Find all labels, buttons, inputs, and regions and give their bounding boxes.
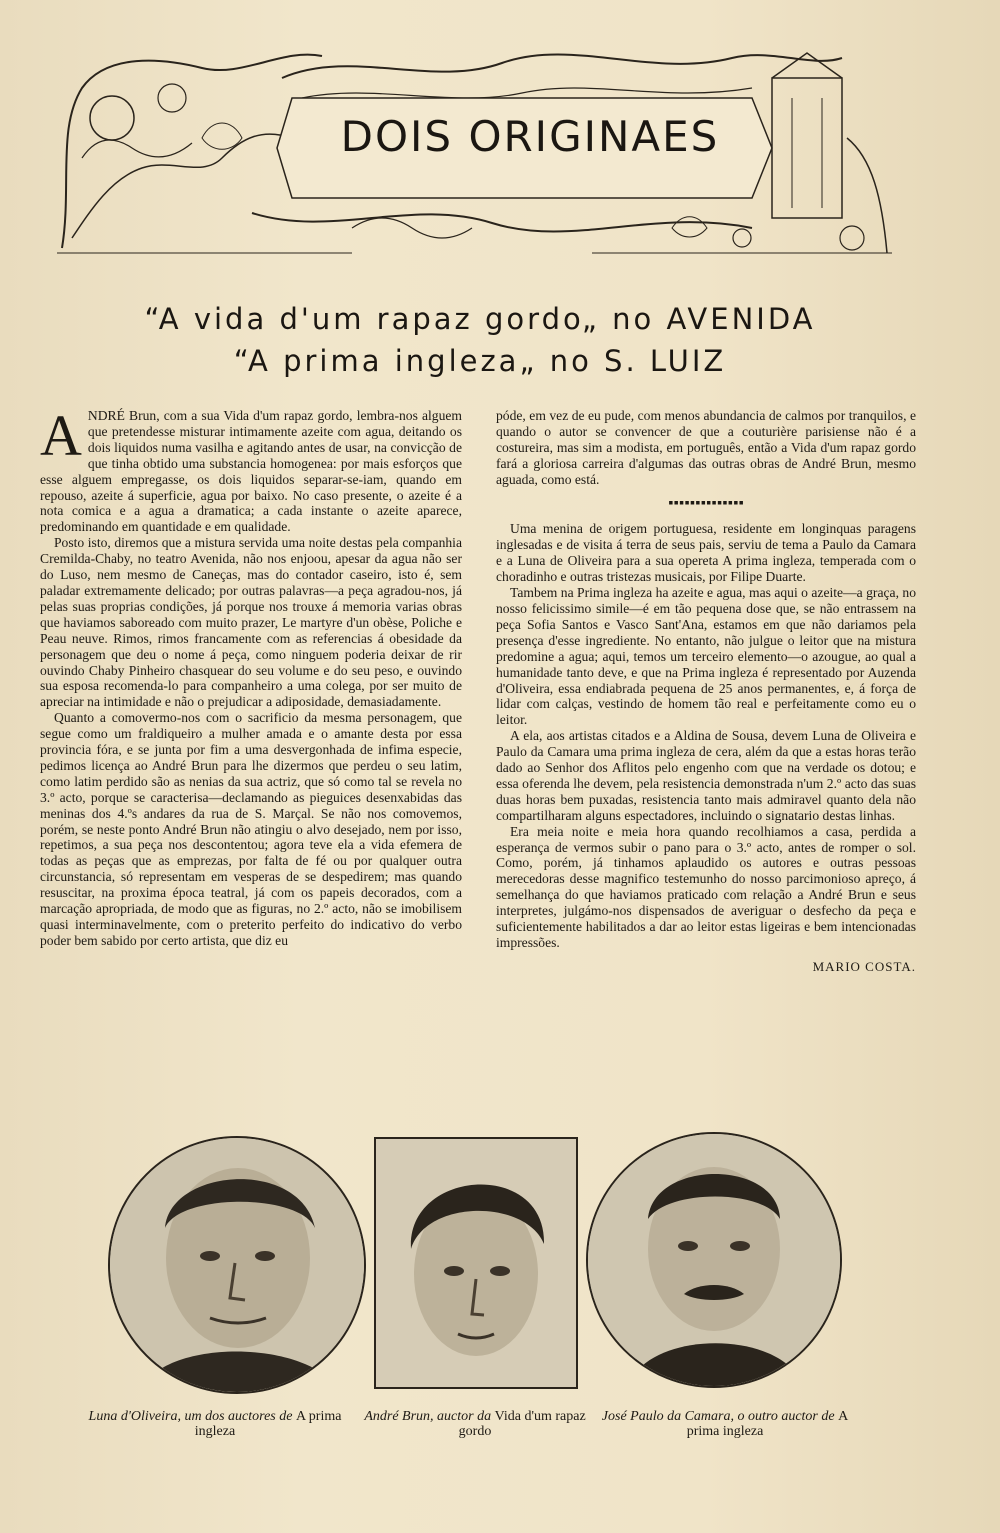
portrait-illustration: [376, 1139, 576, 1387]
paragraph: Uma menina de origem portuguesa, residente em longinquas paragens inglesadas e de visita á terra de seus pais, serviu de tema a Paulo da Camara e a Luna de Oliveira para a sua opereta A prima ingleza, temperada com o choradinho e outras tristezas musicais, por Filipe Duarte.: [496, 521, 916, 585]
paragraph: Posto isto, diremos que a mistura servida uma noite destas pela companhia Cremilda-Chaby, no teatro Avenida, não nos enjoou, apesar da agua não ser do Luso, nem mesmo de Caneças, mas do contador caseiro, isto é, sem paladar extremamente delicado; por outras palavras—a peça agradou-nos, já pelas suas proprias condições, já porque nos trouxe á memoria varias obras que haviamos saboreado com muito prazer, Le martyre d'un obèse, Poliche e Peau neuve. Rimos, rimos francamente com as referencias á obesidade da personagem que deu o nome á peça, como ninguem poderia deixar de rir ouvindo Chaby Pinheiro chasquear do seu volume e do seu peso, e ouvindo sua esposa recomenda-lo para companheiro a uma colega, por ser muito de apreciar na intimidade e não o prejudicar a adiposidade, demasiadamente.: [40, 535, 462, 710]
left-text-column: [40, 403, 462, 949]
drop-cap: A: [40, 403, 82, 468]
caption-text: André Brun, auctor da: [364, 1409, 492, 1424]
paragraph-text: NDRÉ Brun, com a sua Vida d'um rapaz gordo, lembra-nos alguem que pretendesse misturar intimamente azeite com agua, deitando os dois liquidos numa vasilha e agitando antes de usar, na convicção de que tinha obtido uma substancia homogenea: por mais esforços que esse alguem empregasse, os dois liquidos separar-se-iam, quando em repouso, azeite á superficie, agua por baixo. No caso presente, o azeite é a nota comica e a agua a dramatica; a cada instante o azeite aparece, predominando em quantidade e em qualidade.: [40, 408, 462, 535]
paragraph: Quanto a comovermo-nos com o sacrificio da mesma personagem, que segue como um fraldiqueiro a mulher amada e o amante desta por essa provincia fóra, e se junta por fim a uma desvergonhada de infima especie, pedimos licença ao André Brun para lhe dizermos que perdeu o seu latim, como latim perdido são as nenias da sua actriz, que só como tal se revela no 3.º acto, porque se caracterisa—declamando as pieguices desenxabidas das meninas dos 4.ºs andares da rua de S. Marçal. Se não nos comovemos, porém, se neste ponto André Brun não atingiu o alvo desejado, nem por isso, repetimos, a sua peça nos descontentou; agora teve ela a vida efemera de todas as peças que as emprezas, por falta de fé ou por qualquer outra circunstancia, só representam em vesperas de se despedirem; mas quando resuscitar, na proxima época teatral, já com os papeis decorados, com a marcação apropriada, de modo que as figuras, no 2.º acto, não se imobilisem quasi interminavelmente, com o preterito perfeito do indicativo do verbo poder bem sabido por certo artista, que diz eu: [40, 710, 462, 948]
portrait-andre-brun: [374, 1137, 578, 1389]
paragraph: Tambem na Prima ingleza ha azeite e agua, mas aqui o azeite—a graça, no nosso felicissimo simile—é em tão pequena dose que, se não entrassem na peça Sofia Santos e Vasco Sant'Ana, estamos em que não dariamos pela presença d'esse ingrediente. No entanto, não julgue o leitor que na mistura predomine a agua; aqui, temos um terceiro elemento—o azougue, ao qual a humanidade tanto deve, e que na Prima ingleza é representado por Auzenda d'Oliveira, essa endiabrada pequena de 25 anos permanentes, e, á força de lidar com calças, vestindo de homem tão real e perfeitamente como eu o leitor.: [496, 585, 916, 728]
caption-work-title: Vida d'um rapaz gordo: [458, 1409, 586, 1439]
subtitle-sluiz: “A prima ingleza„ no S. LUIZ: [233, 344, 727, 378]
caption-text: Luna d'Oliveira, um dos auctores de: [88, 1409, 293, 1424]
caption-jose-paulo-camara: [600, 1409, 850, 1439]
page-title: DOIS ORIGINAES: [340, 112, 720, 161]
subtitle-avenida: “A vida d'um rapaz gordo„ no AVENIDA: [144, 302, 816, 336]
section-separator: ▪▪▪▪▪▪▪▪▪▪▪▪▪▪: [668, 497, 744, 508]
paragraph: [40, 403, 462, 535]
caption-work-title: A prima ingleza: [686, 1409, 849, 1439]
paragraph: póde, em vez de eu pude, com menos abundancia de calmos por tranquilos, e quando o autor se convencer de que a couturière parisiense não é a costureira, mas sim a modista, em português, então a Vida d'um rapaz gordo fará a gloriosa carreira d'algumas das outras obras de André Brun, mesmo aguada, como está.: [496, 408, 916, 487]
paragraph: A ela, aos artistas citados e a Aldina de Sousa, devem Luna de Oliveira e Paulo da Camara uma prima ingleza de cera, além da que a estas horas terão dado ao Senhor dos Aflitos pelo engenho com que na verdade os dotou; e essa oferenda lhe devem, pela resistencia demonstrada n'um 2.º acto das suas duas horas bem puxadas, resistencia tanto mais admiravel quanto dela não compartilharam alguns espectadores, incluindo o signatario destas linhas.: [496, 728, 916, 823]
portrait-illustration: [110, 1138, 364, 1392]
portrait-jose-paulo-camara: [586, 1132, 842, 1388]
portrait-illustration: [588, 1134, 840, 1386]
caption-andre-brun: [360, 1409, 590, 1439]
paragraph: Era meia noite e meia hora quando recolhiamos a casa, perdida a esperança de vermos subir o pano para o 3.º acto, antes de romper o sol. Como, porém, já tinhamos aplaudido os autores e outras pessoas merecedoras desse magnifico testemunho do nosso parcimonioso apreço, á semelhança do que haviamos praticado com relação a André Brun e seus interpretes, julgámo-nos dispensados de averiguar o desfecho da peça e suficientemente habilitados a dar ao leitor estas ligeiras e bem intencionadas impressões.: [496, 823, 916, 950]
caption-luna-oliveira: [80, 1409, 350, 1439]
caption-work-title: A prima ingleza: [194, 1409, 342, 1439]
right-text-column: [496, 408, 916, 975]
author-signature: MARIO COSTA.: [812, 958, 916, 974]
portrait-luna-oliveira: [108, 1136, 366, 1394]
caption-text: José Paulo da Camara, o outro auctor de: [601, 1409, 835, 1424]
